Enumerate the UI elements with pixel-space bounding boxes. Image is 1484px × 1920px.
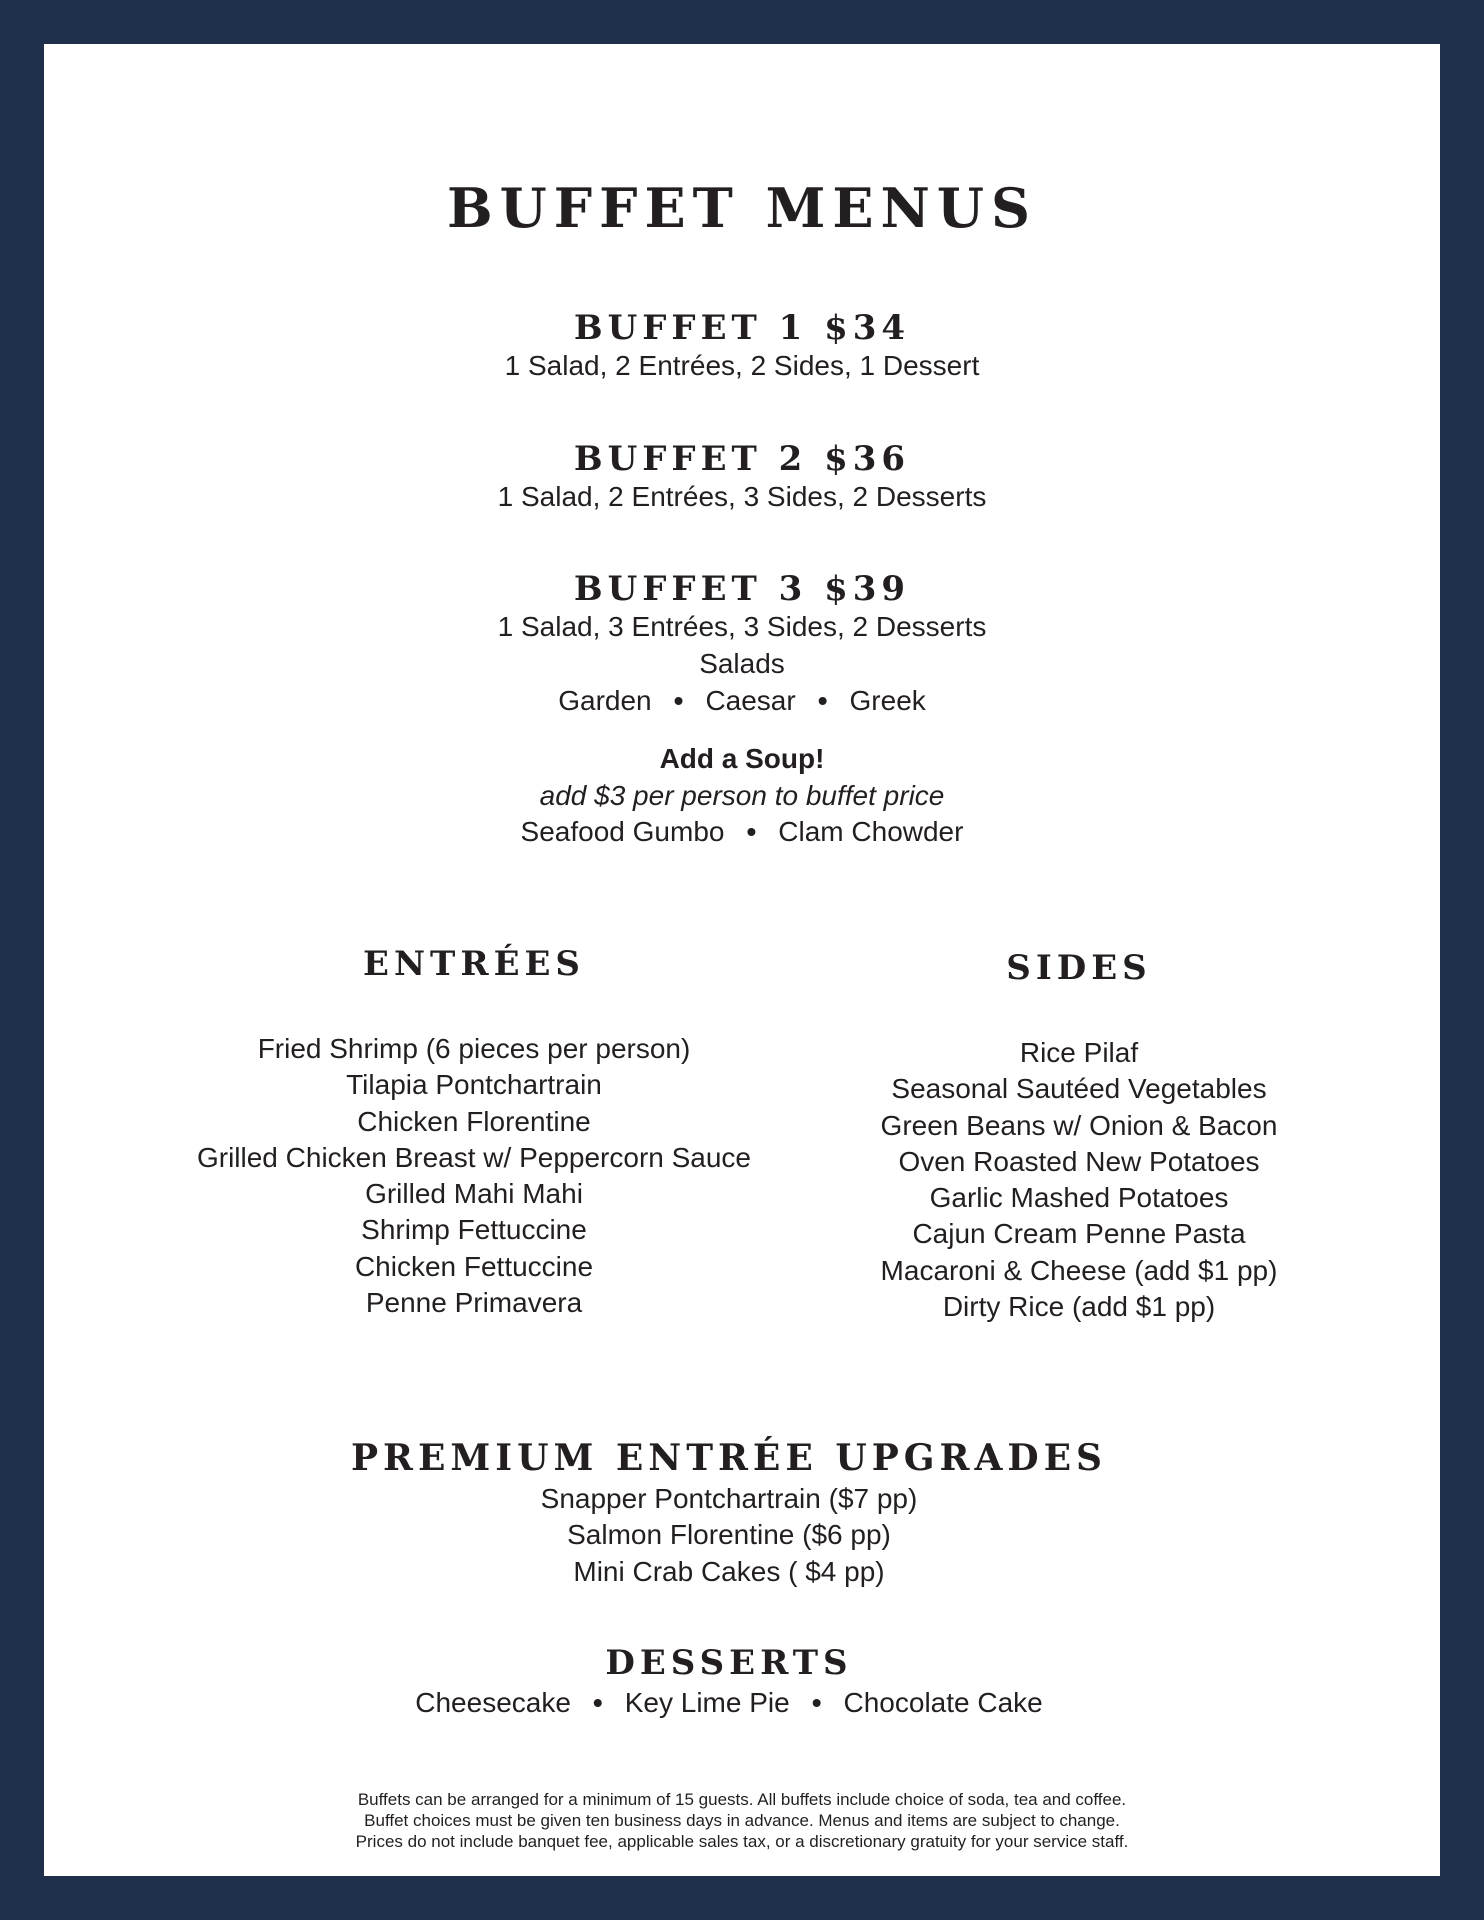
soup-heading: Add a Soup!	[659, 743, 825, 774]
side-item: Green Beans w/ Onion & Bacon	[880, 1109, 1278, 1141]
sides-heading: SIDES	[1006, 948, 1152, 988]
soup-note: add $3 per person to buffet price	[539, 780, 945, 811]
dessert-item: Key Lime Pie	[624, 1687, 790, 1718]
desserts-heading: DESSERTS	[605, 1643, 853, 1683]
side-item: Cajun Cream Penne Pasta	[912, 1218, 1246, 1250]
soup-list	[44, 814, 1440, 850]
bullet-separator: •	[746, 816, 757, 847]
entree-item: Shrimp Fettuccine	[361, 1214, 587, 1246]
sides-list	[804, 1035, 1354, 1325]
side-item: Seasonal Sautéed Vegetables	[891, 1073, 1267, 1105]
upgrade-item: Snapper Pontchartrain ($7 pp)	[540, 1483, 918, 1514]
menu-page	[44, 44, 1440, 1876]
bullet-separator: •	[811, 1687, 822, 1718]
side-item: Oven Roasted New Potatoes	[898, 1145, 1260, 1177]
desserts-list	[44, 1685, 1414, 1721]
upgrade-item: Salmon Florentine ($6 pp)	[567, 1519, 891, 1551]
entrees-list	[74, 1031, 874, 1321]
side-item: Garlic Mashed Potatoes	[929, 1182, 1229, 1214]
salad-item: Garden	[558, 685, 652, 716]
entree-item: Grilled Chicken Breast w/ Peppercorn Sauce	[196, 1141, 752, 1173]
upgrade-item: Mini Crab Cakes ( $4 pp)	[573, 1555, 885, 1587]
side-item: Rice Pilaf	[1019, 1037, 1139, 1068]
entree-item: Chicken Florentine	[357, 1105, 591, 1137]
entrees-heading: ENTRÉES	[363, 944, 585, 984]
soup-item: Clam Chowder	[778, 816, 964, 847]
salad-item: Caesar	[705, 685, 796, 716]
entree-item: Grilled Mahi Mahi	[365, 1178, 583, 1210]
buffet-3-heading: BUFFET 3 $39	[573, 569, 911, 609]
salads-heading: Salads	[699, 648, 785, 679]
buffet-2-heading: BUFFET 2 $36	[573, 439, 911, 479]
entree-item: Fried Shrimp (6 pieces per person)	[257, 1033, 691, 1064]
page-title: BUFFET MENUS	[447, 176, 1037, 240]
bullet-separator: •	[817, 685, 828, 716]
salad-item: Greek	[849, 685, 926, 716]
footer-line: Prices do not include banquet fee, applicable sales tax, or a discretionary gratuity for your service staff.	[355, 1832, 1129, 1851]
entree-item: Chicken Fettuccine	[354, 1250, 594, 1282]
footer-line: Buffet choices must be given ten business days in advance. Menus and items are subject to change.	[364, 1811, 1120, 1830]
entree-item: Penne Primavera	[365, 1287, 583, 1319]
buffet-3-includes: 1 Salad, 3 Entrées, 3 Sides, 2 Desserts	[497, 611, 987, 642]
side-item: Dirty Rice (add $1 pp)	[942, 1291, 1216, 1323]
entree-item: Tilapia Pontchartrain	[346, 1069, 602, 1101]
bullet-separator: •	[592, 1687, 603, 1718]
buffet-1-includes: 1 Salad, 2 Entrées, 2 Sides, 1 Dessert	[504, 350, 980, 381]
footer-notes	[44, 1789, 1440, 1852]
upgrades-list	[44, 1481, 1414, 1590]
dessert-item: Chocolate Cake	[843, 1687, 1043, 1718]
salads-list	[44, 683, 1440, 719]
bullet-separator: •	[673, 685, 684, 716]
footer-line: Buffets can be arranged for a minimum of 15 guests. All buffets include choice of soda, tea and coffee.	[357, 1790, 1127, 1809]
soup-item: Seafood Gumbo	[520, 816, 725, 847]
dessert-item: Cheesecake	[415, 1687, 571, 1718]
side-item: Macaroni & Cheese (add $1 pp)	[880, 1254, 1278, 1286]
buffet-1-heading: BUFFET 1 $34	[573, 308, 911, 348]
upgrades-heading: PREMIUM ENTRÉE UPGRADES	[350, 1437, 1108, 1479]
buffet-2-includes: 1 Salad, 2 Entrées, 3 Sides, 2 Desserts	[497, 481, 987, 512]
